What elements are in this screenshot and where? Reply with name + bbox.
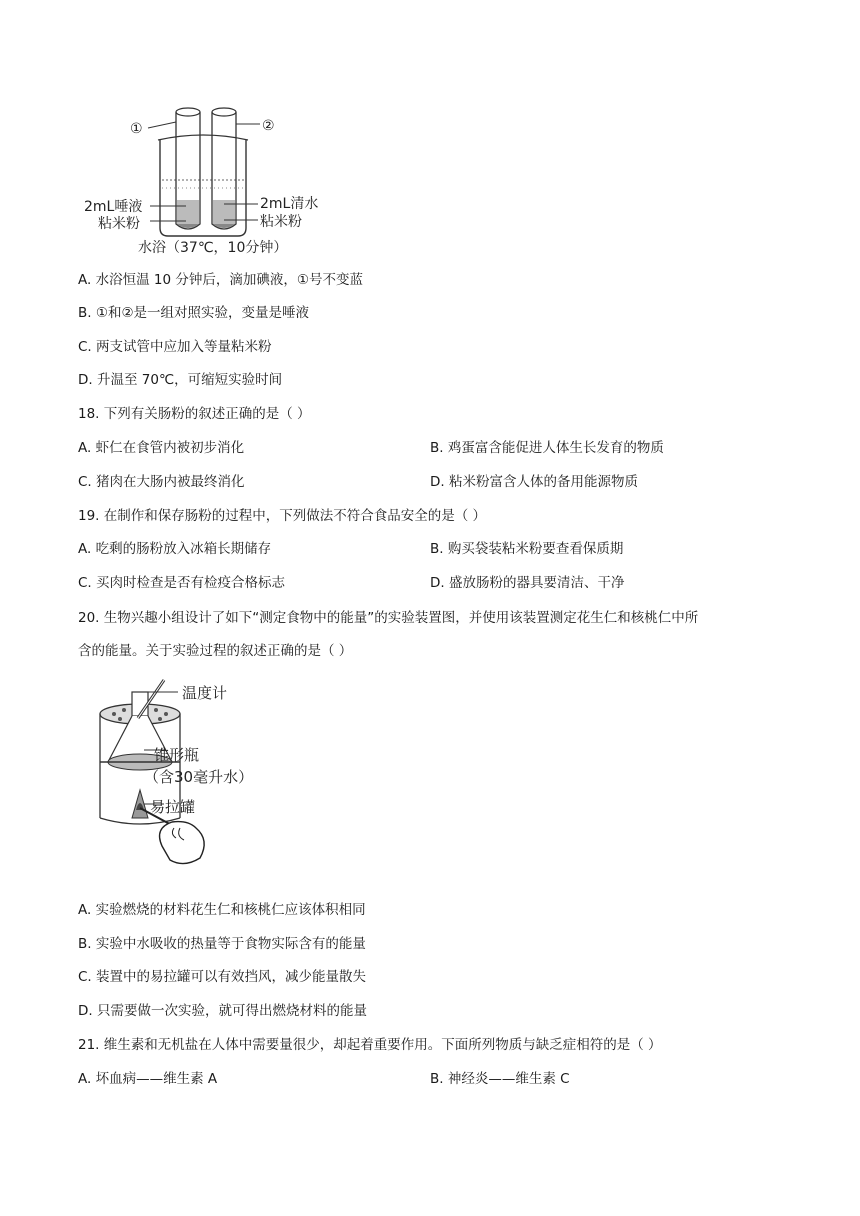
q17-option-b: B. ①和②是一组对照实验，变量是唾液 bbox=[78, 305, 310, 321]
q20-stem-line2: 含的能量。关于实验过程的叙述正确的是（ ） bbox=[78, 643, 353, 659]
q18-stem: 18. 下列有关肠粉的叙述正确的是（ ） bbox=[78, 406, 311, 422]
q20-option-c: C. 装置中的易拉罐可以有效挡风，减少能量散失 bbox=[78, 969, 367, 985]
q19-option-d: D. 盛放肠粉的器具要清洁、干净 bbox=[430, 575, 625, 591]
figure1-caption: 水浴（37℃，10分钟） bbox=[138, 240, 288, 256]
right-top-label: 2mL清水 bbox=[260, 196, 319, 212]
left-bottom-label: 粘米粉 bbox=[98, 216, 140, 232]
q21-option-a: A. 坏血病——维生素 A bbox=[78, 1071, 218, 1087]
q17-option-c: C. 两支试管中应加入等量粘米粉 bbox=[78, 339, 272, 355]
figure-test-tubes bbox=[78, 100, 338, 260]
q18-option-b: B. 鸡蛋富含能促进人体生长发育的物质 bbox=[430, 440, 664, 456]
q18-option-d: D. 粘米粉富含人体的备用能源物质 bbox=[430, 474, 638, 490]
flask-note-label: （含30毫升水） bbox=[144, 768, 254, 786]
q18-option-c: C. 猪肉在大肠内被最终消化 bbox=[78, 474, 245, 490]
q19-option-c: C. 买肉时检查是否有检疫合格标志 bbox=[78, 575, 286, 591]
q19-option-b: B. 购买袋装粘米粉要查看保质期 bbox=[430, 541, 624, 557]
tube1-label: ① bbox=[130, 121, 143, 137]
q17-option-d: D. 升温至 70℃，可缩短实验时间 bbox=[78, 372, 283, 388]
q17-option-a: A. 水浴恒温 10 分钟后，滴加碘液，①号不变蓝 bbox=[78, 272, 363, 288]
q20-option-a: A. 实验燃烧的材料花生仁和核桃仁应该体积相同 bbox=[78, 902, 366, 918]
figure-calorimeter bbox=[92, 678, 302, 878]
can-label: 易拉罐 bbox=[150, 798, 196, 816]
q20-option-d: D. 只需要做一次实验，就可得出燃烧材料的能量 bbox=[78, 1003, 367, 1019]
thermometer-label: 温度计 bbox=[182, 684, 228, 702]
tube2-label: ② bbox=[262, 118, 275, 134]
q21-stem: 21. 维生素和无机盐在人体中需要量很少，却起着重要作用。下面所列物质与缺乏症相符的是（ ） bbox=[78, 1037, 662, 1053]
q18-option-a: A. 虾仁在食管内被初步消化 bbox=[78, 440, 245, 456]
left-top-label: 2mL唾液 bbox=[84, 199, 143, 215]
flask-label: 锥形瓶 bbox=[154, 746, 200, 764]
right-bottom-label: 粘米粉 bbox=[260, 214, 302, 230]
q20-stem-line1: 20. 生物兴趣小组设计了如下“测定食物中的能量”的实验装置图，并使用该装置测定花生仁和核桃仁中所 bbox=[78, 610, 699, 626]
q20-option-b: B. 实验中水吸收的热量等于食物实际含有的能量 bbox=[78, 936, 366, 952]
q19-option-a: A. 吃剩的肠粉放入冰箱长期储存 bbox=[78, 541, 272, 557]
q21-option-b: B. 神经炎——维生素 C bbox=[430, 1071, 570, 1087]
q19-stem: 19. 在制作和保存肠粉的过程中，下列做法不符合食品安全的是（ ） bbox=[78, 508, 487, 524]
